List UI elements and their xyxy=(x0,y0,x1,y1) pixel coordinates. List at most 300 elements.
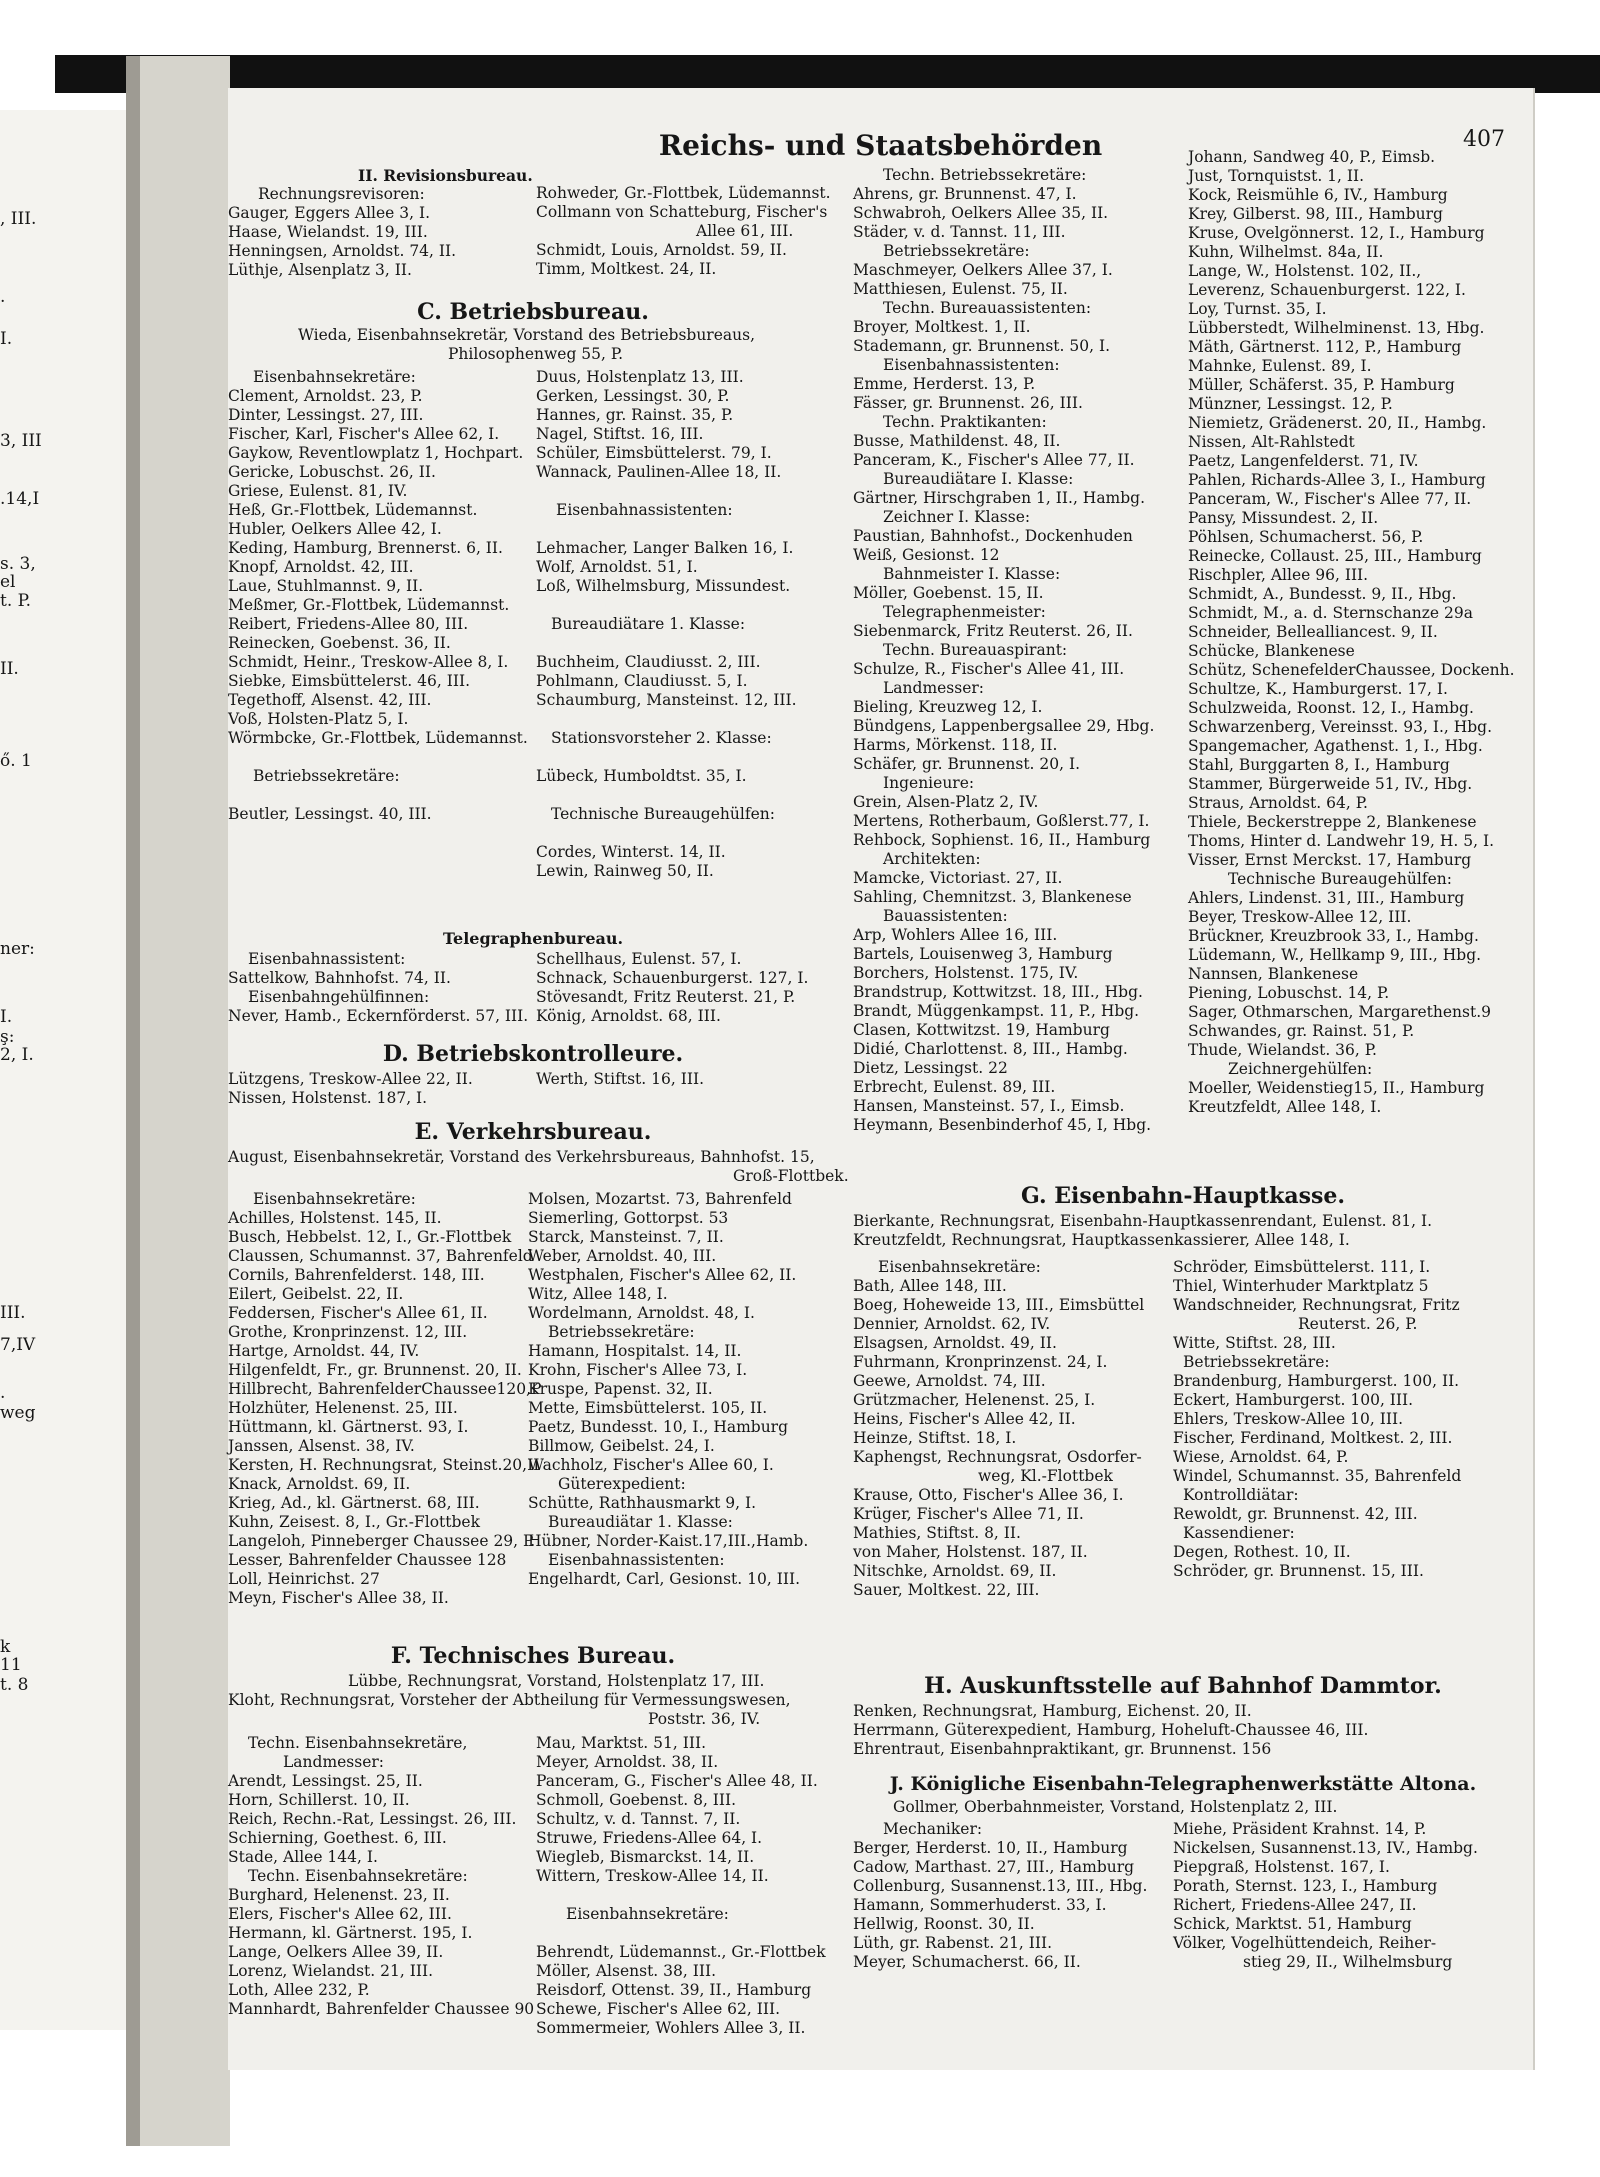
e-left-line: Hartge, Arnoldst. 44, IV. xyxy=(228,1342,420,1360)
e-right-line: Hübner, Norder-Kaist.17,III.,Hamb. xyxy=(528,1532,809,1550)
facing-page-fragment-line: 11 xyxy=(0,1655,22,1675)
col4-line: Thiele, Beckerstreppe 2, Blankenese xyxy=(1188,813,1477,831)
g-right-line: Schröder, Eimsbüttelerst. 111, I. xyxy=(1173,1258,1431,1276)
page-number: 407 xyxy=(1463,127,1505,152)
g-left-line: Krause, Otto, Fischer's Allee 36, I. xyxy=(853,1486,1124,1504)
col3-line: Dietz, Lessingst. 22 xyxy=(853,1059,1008,1077)
col3-line: Mamcke, Victoriast. 27, II. xyxy=(853,869,1063,887)
g-left-line: Fuhrmann, Kronprinzenst. 24, I. xyxy=(853,1353,1108,1371)
e-left-line: Janssen, Alsenst. 38, IV. xyxy=(228,1437,415,1455)
j-right-line: Miehe, Präsident Krahnst. 14, P. xyxy=(1173,1820,1427,1838)
g-left-line: Mathies, Stiftst. 8, II. xyxy=(853,1524,1021,1542)
col4-line: Schütz, SchenefelderChaussee, Dockenh. xyxy=(1188,661,1515,679)
f-left-line: Lorenz, Wielandst. 21, III. xyxy=(228,1962,434,1980)
col4-line: Piening, Lobuschst. 14, P. xyxy=(1188,984,1390,1002)
f-left-line: Arendt, Lessingst. 25, II. xyxy=(228,1772,423,1790)
col3-line: Maschmeyer, Oelkers Allee 37, I. xyxy=(853,261,1113,279)
col1-a-line: Henningsen, Arnoldst. 74, II. xyxy=(228,242,457,260)
c-intro-line: Philosophenweg 55, P. xyxy=(448,345,624,363)
e-right-line: Betriebssekretäre: xyxy=(548,1323,695,1341)
e-left-line: Loll, Heinrichst. 27 xyxy=(228,1570,380,1588)
c-right-line: Lewin, Rainweg 50, II. xyxy=(536,862,714,880)
e-right-line: Wordelmann, Arnoldst. 48, I. xyxy=(528,1304,755,1322)
col3-line: Brandt, Müggenkampst. 11, P., Hbg. xyxy=(853,1002,1140,1020)
c-left-line: Reibert, Friedens-Allee 80, III. xyxy=(228,615,469,633)
f-left-line: Landmesser: xyxy=(283,1753,385,1771)
col1-a-line: II. Revisionsbureau. xyxy=(358,166,533,185)
col4-line: Niemietz, Grädenerst. 20, II., Hambg. xyxy=(1188,414,1487,432)
col3-line: Möller, Goebenst. 15, II. xyxy=(853,584,1044,602)
col4-line: Brückner, Kreuzbrook 33, I., Hambg. xyxy=(1188,927,1479,945)
e-left-line: Kuhn, Zeisest. 8, I., Gr.-Flottbek xyxy=(228,1513,480,1531)
col1-a-line: Rechnungsrevisoren: xyxy=(258,185,425,203)
e-right-line: Mette, Eimsbüttelerst. 105, II. xyxy=(528,1399,768,1417)
f-intro-line: Kloht, Rechnungsrat, Vorsteher der Abtheilung für Vermessungswesen, xyxy=(228,1691,791,1709)
f-right-line: Schewe, Fischer's Allee 62, III. xyxy=(536,2000,781,2018)
f-right-line: Möller, Alsenst. 38, III. xyxy=(536,1962,717,1980)
c-left-line: Wörmbcke, Gr.-Flottbek, Lüdemannst. xyxy=(228,729,528,747)
c-right-line: Pohlmann, Claudiusst. 5, I. xyxy=(536,672,748,690)
e-left-line: Achilles, Holstenst. 145, II. xyxy=(228,1209,442,1227)
col1-a-line: Gauger, Eggers Allee 3, I. xyxy=(228,204,431,222)
g-right-line: Brandenburg, Hamburgerst. 100, II. xyxy=(1173,1372,1460,1390)
c-right-line: Lübeck, Humboldtst. 35, I. xyxy=(536,767,747,785)
e-intro-line: Groß-Flottbek. xyxy=(733,1167,849,1185)
e-right-line: Wachholz, Fischer's Allee 60, I. xyxy=(528,1456,774,1474)
g-left-line: Grützmacher, Helenenst. 25, I. xyxy=(853,1391,1096,1409)
f-left-line: Stade, Allee 144, I. xyxy=(228,1848,378,1866)
c-right-line: Schüler, Eimsbüttelerst. 79, I. xyxy=(536,444,772,462)
col4-line: Sager, Othmarschen, Margarethenst.9 xyxy=(1188,1003,1492,1021)
section-c-heading: C. Betriebsbureau. xyxy=(417,299,649,325)
g-right-line: Schröder, gr. Brunnenst. 15, III. xyxy=(1173,1562,1424,1580)
facing-page-fragment-line: t. P. xyxy=(0,591,32,611)
col4-line: Thude, Wielandst. 36, P. xyxy=(1188,1041,1377,1059)
col4-line: Moeller, Weidenstieg15, II., Hamburg xyxy=(1188,1079,1485,1097)
col3-line: Techn. Bureauassistenten: xyxy=(883,299,1092,317)
facing-page-fragment-line: t. 8 xyxy=(0,1675,29,1695)
c-right-line: Schaumburg, Mansteinst. 12, III. xyxy=(536,691,797,709)
col3-line: Brandstrup, Kottwitzst. 18, III., Hbg. xyxy=(853,983,1143,1001)
f-left-line: Techn. Eisenbahnsekretäre: xyxy=(248,1867,468,1885)
col1-a2-line: Collmann von Schatteburg, Fischer's xyxy=(536,203,828,221)
g-right-line: Witte, Stiftst. 28, III. xyxy=(1173,1334,1336,1352)
e-left-line: Grothe, Kronprinzenst. 12, III. xyxy=(228,1323,468,1341)
col3-line: Mertens, Rotherbaum, Goßlerst.77, I. xyxy=(853,812,1150,830)
f-right-line: Eisenbahnsekretäre: xyxy=(566,1905,729,1923)
d-right-line: Werth, Stiftst. 16, III. xyxy=(536,1070,704,1088)
col3-line: Städer, v. d. Tannst. 11, III. xyxy=(853,223,1066,241)
f-right-line: Behrendt, Lüdemannst., Gr.-Flottbek xyxy=(536,1943,826,1961)
e-right-line: Paetz, Bundesst. 10, I., Hamburg xyxy=(528,1418,789,1436)
g-left-line: Bath, Allee 148, III. xyxy=(853,1277,1007,1295)
f-right-line: Sommermeier, Wohlers Allee 3, II. xyxy=(536,2019,806,2037)
facing-page-fragment-line: ő. 1 xyxy=(0,751,32,771)
section-g-heading: G. Eisenbahn-Hauptkasse. xyxy=(1020,1183,1346,1209)
col3-line: Bahnmeister I. Klasse: xyxy=(883,565,1061,583)
facing-page-fragment-line: III. xyxy=(0,1303,26,1323)
e-left-line: Hillbrecht, BahrenfelderChaussee120,P xyxy=(228,1380,542,1398)
e-right-line: Weber, Arnoldst. 40, III. xyxy=(528,1247,717,1265)
col4-line: Johann, Sandweg 40, P., Eimsb. xyxy=(1188,148,1436,166)
col3-line: Rehbock, Sophienst. 16, II., Hamburg xyxy=(853,831,1151,849)
col3-line: Zeichner I. Klasse: xyxy=(883,508,1031,526)
tele-right-line: Schellhaus, Eulenst. 57, I. xyxy=(536,950,742,968)
col3-line: Didié, Charlottenst. 8, III., Hambg. xyxy=(853,1040,1128,1058)
e-right-line: Westphalen, Fischer's Allee 62, II. xyxy=(528,1266,797,1284)
f-intro-line: Poststr. 36, IV. xyxy=(648,1710,761,1728)
tele-left-line: Never, Hamb., Eckernförderst. 57, III. xyxy=(228,1007,529,1025)
c-left-line: Keding, Hamburg, Brennerst. 6, II. xyxy=(228,539,503,557)
g-left-line: Geewe, Arnoldst. 74, III. xyxy=(853,1372,1046,1390)
tele-right-line: König, Arnoldst. 68, III. xyxy=(536,1007,721,1025)
section-e-heading: E. Verkehrsbureau. xyxy=(414,1119,652,1145)
facing-page-fragment xyxy=(0,110,138,2030)
col4-line: Schneider, Bellealliancest. 9, II. xyxy=(1188,623,1438,641)
col3-line: Busse, Mathildenst. 48, II. xyxy=(853,432,1061,450)
f-left-line: Hermann, kl. Gärtnerst. 195, I. xyxy=(228,1924,473,1942)
section-h-heading: H. Auskunftsstelle auf Bahnhof Dammtor. xyxy=(924,1673,1442,1699)
col3-line: Eisenbahnassistenten: xyxy=(883,356,1060,374)
col3-line: Matthiesen, Eulenst. 75, II. xyxy=(853,280,1068,298)
c-left-line: Laue, Stuhlmannst. 9, II. xyxy=(228,577,424,595)
g-left-line: Krüger, Fischer's Allee 71, II. xyxy=(853,1505,1084,1523)
j-right-line: Schick, Marktst. 51, Hamburg xyxy=(1173,1915,1412,1933)
gutter-shadow xyxy=(126,56,140,2146)
e-left-line: Lesser, Bahrenfelder Chaussee 128 xyxy=(228,1551,507,1569)
facing-page-fragment-line: .14,I xyxy=(0,489,40,509)
c-left-line: Schmidt, Heinr., Treskow-Allee 8, I. xyxy=(228,653,509,671)
j-right-line: Piepgraß, Holstenst. 167, I. xyxy=(1173,1858,1390,1876)
section-j-intro: Gollmer, Oberbahnmeister, Vorstand, Holstenplatz 2, III. xyxy=(893,1798,1338,1816)
j-left-line: Collenburg, Susannenst.13, III., Hbg. xyxy=(853,1877,1148,1895)
f-left-line: Reich, Rechn.-Rat, Lessingst. 26, III. xyxy=(228,1810,517,1828)
col3-line: Schwabroh, Oelkers Allee 35, II. xyxy=(853,204,1109,222)
facing-page-fragment-line: II. xyxy=(0,659,19,679)
g-left-line: Kaphengst, Rechnungsrat, Osdorfer- xyxy=(853,1448,1142,1466)
col3-line: Broyer, Moltkest. 1, II. xyxy=(853,318,1031,336)
e-left-line: Hüttmann, kl. Gärtnerst. 93, I. xyxy=(228,1418,469,1436)
col4-line: Thoms, Hinter d. Landwehr 19, H. 5, I. xyxy=(1188,832,1495,850)
col4-line: Zeichnergehülfen: xyxy=(1228,1060,1373,1078)
col4-line: Mäth, Gärtnerst. 112, P., Hamburg xyxy=(1188,338,1462,356)
e-left-line: Hilgenfeldt, Fr., gr. Brunnenst. 20, II. xyxy=(228,1361,522,1379)
e-right-line: Bureaudiätar 1. Klasse: xyxy=(548,1513,733,1531)
facing-page-fragment-line: . xyxy=(0,1383,6,1403)
facing-page-fragment-line: el xyxy=(0,572,16,592)
f-right-line: Panceram, G., Fischer's Allee 48, II. xyxy=(536,1772,818,1790)
e-left-line: Kersten, H. Rechnungsrat, Steinst.20,II xyxy=(228,1456,540,1474)
f-left-line: Mannhardt, Bahrenfelder Chaussee 90 xyxy=(228,2000,535,2018)
col1-a2-line: Allee 61, III. xyxy=(696,222,794,240)
c-left-line: Fischer, Karl, Fischer's Allee 62, I. xyxy=(228,425,500,443)
g-right-line: Eckert, Hamburgerst. 100, III. xyxy=(1173,1391,1414,1409)
col4-line: Lüdemann, W., Hellkamp 9, III., Hbg. xyxy=(1188,946,1482,964)
col4-line: Kuhn, Wilhelmst. 84a, II. xyxy=(1188,243,1384,261)
col3-line: Borchers, Holstenst. 175, IV. xyxy=(853,964,1079,982)
col3-line: Telegraphenmeister: xyxy=(883,603,1046,621)
col3-line: Bartels, Louisenweg 3, Hamburg xyxy=(853,945,1113,963)
e-right-line: Billmow, Geibelst. 24, I. xyxy=(528,1437,715,1455)
c-right-line: Lehmacher, Langer Balken 16, I. xyxy=(536,539,794,557)
col4-line: Krey, Gilberst. 98, III., Hamburg xyxy=(1188,205,1443,223)
f-left-line: Lange, Oelkers Allee 39, II. xyxy=(228,1943,444,1961)
col4-line: Loy, Turnst. 35, I. xyxy=(1188,300,1327,318)
e-left-line: Krieg, Ad., kl. Gärtnerst. 68, III. xyxy=(228,1494,480,1512)
f-intro-line: Lübbe, Rechnungsrat, Vorstand, Holstenplatz 17, III. xyxy=(348,1672,765,1690)
g-left-line: Heinze, Stiftst. 18, I. xyxy=(853,1429,1017,1447)
col1-a-line: Haase, Wielandst. 19, III. xyxy=(228,223,428,241)
e-right-line: Kruspe, Papenst. 32, II. xyxy=(528,1380,713,1398)
col4-line: Nannsen, Blankenese xyxy=(1188,965,1359,983)
facing-page-fragment-line: I. xyxy=(0,329,13,349)
c-right-line: Hannes, gr. Rainst. 35, P. xyxy=(536,406,734,424)
facing-page-fragment-line: I. xyxy=(0,1007,13,1027)
col4-line: Technische Bureaugehülfen: xyxy=(1228,870,1452,888)
section-d-heading: D. Betriebskontrolleure. xyxy=(382,1041,684,1067)
facing-page-fragment-line: . xyxy=(0,287,6,307)
f-right-line: Schultz, v. d. Tannst. 7, II. xyxy=(536,1810,741,1828)
tele-left-line: Eisenbahnassistent: xyxy=(248,950,406,968)
facing-page-fragment-line: , III. xyxy=(0,209,37,229)
col4-line: Reinecke, Collaust. 25, III., Hamburg xyxy=(1188,547,1482,565)
f-left-line: Schierning, Goethest. 6, III. xyxy=(228,1829,447,1847)
col4-line: Mahnke, Eulenst. 89, I. xyxy=(1188,357,1372,375)
j-left-line: Cadow, Marthast. 27, III., Hamburg xyxy=(853,1858,1135,1876)
section-j-heading: J. Königliche Eisenbahn-Telegraphenwerkstätte Altona. xyxy=(889,1773,1477,1795)
c-left-line: Voß, Holsten-Platz 5, I. xyxy=(228,710,409,728)
j-left-line: Hamann, Sommerhuderst. 33, I. xyxy=(853,1896,1107,1914)
f-right-line: Wittern, Treskow-Allee 14, II. xyxy=(536,1867,769,1885)
col4-line: Spangemacher, Agathenst. 1, I., Hbg. xyxy=(1188,737,1483,755)
col4-line: Pöhlsen, Schumacherst. 56, P. xyxy=(1188,528,1424,546)
f-right-line: Schmoll, Goebenst. 8, III. xyxy=(536,1791,737,1809)
f-left-line: Techn. Eisenbahnsekretäre, xyxy=(248,1734,468,1752)
j-left-line: Meyer, Schumacherst. 66, II. xyxy=(853,1953,1081,1971)
e-left-line: Cornils, Bahrenfelderst. 148, III. xyxy=(228,1266,485,1284)
g-left-line: Dennier, Arnoldst. 62, IV. xyxy=(853,1315,1051,1333)
facing-page-fragment-line: ner: xyxy=(0,939,35,959)
g-right-line: Wiese, Arnoldst. 64, P. xyxy=(1173,1448,1349,1466)
g-left-line: Boeg, Hoheweide 13, III., Eimsbüttel xyxy=(853,1296,1145,1314)
c-right-line: Wolf, Arnoldst. 51, I. xyxy=(536,558,698,576)
e-left-line: Busch, Hebbelst. 12, I., Gr.-Flottbek xyxy=(228,1228,512,1246)
col3-line: Schulze, R., Fischer's Allee 41, III. xyxy=(853,660,1125,678)
e-right-line: Siemerling, Gottorpst. 53 xyxy=(528,1209,729,1227)
g-left-line: Nitschke, Arnoldst. 69, II. xyxy=(853,1562,1057,1580)
e-left-line: Langeloh, Pinneberger Chaussee 29, P. xyxy=(228,1532,536,1550)
g-left-line: Heins, Fischer's Allee 42, II. xyxy=(853,1410,1076,1428)
g-right-line: Betriebssekretäre: xyxy=(1183,1353,1330,1371)
c-left-line: Heß, Gr.-Flottbek, Lüdemannst. xyxy=(228,501,478,519)
g-left-line: Eisenbahnsekretäre: xyxy=(878,1258,1041,1276)
g-left-line: weg, Kl.-Flottbek xyxy=(978,1467,1113,1485)
j-right-line: Nickelsen, Susannenst.13, IV., Hambg. xyxy=(1173,1839,1478,1857)
col4-line: Kock, Reismühle 6, IV., Hamburg xyxy=(1188,186,1448,204)
col3-line: Arp, Wohlers Allee 16, III. xyxy=(853,926,1058,944)
col3-line: Paustian, Bahnhofst., Dockenhuden xyxy=(853,527,1133,545)
col3-line: Grein, Alsen-Platz 2, IV. xyxy=(853,793,1039,811)
col3-line: Gärtner, Hirschgraben 1, II., Hambg. xyxy=(853,489,1146,507)
c-right-line: Duus, Holstenplatz 13, III. xyxy=(536,368,744,386)
c-right-line: Nagel, Stiftst. 16, III. xyxy=(536,425,704,443)
e-left-line: Knack, Arnoldst. 69, II. xyxy=(228,1475,411,1493)
e-right-line: Starck, Mansteinst. 7, II. xyxy=(528,1228,724,1246)
col4-line: Schulzweida, Roonst. 12, I., Hambg. xyxy=(1188,699,1474,717)
f-right-line: Reisdorf, Ottenst. 39, II., Hamburg xyxy=(536,1981,812,1999)
d-left-line: Lützgens, Treskow-Allee 22, II. xyxy=(228,1070,473,1088)
running-head: Reichs- und Staatsbehörden xyxy=(658,129,1103,162)
facing-page-fragment-line: k xyxy=(0,1637,11,1657)
f-left-line: Burghard, Helenenst. 23, II. xyxy=(228,1886,450,1904)
e-right-line: Engelhardt, Carl, Gesionst. 10, III. xyxy=(528,1570,800,1588)
col3-line: Hansen, Mansteinst. 57, I., Eimsb. xyxy=(853,1097,1125,1115)
col4-line: Schmidt, M., a. d. Sternschanze 29a xyxy=(1188,604,1473,622)
section-f-heading: F. Technisches Bureau. xyxy=(390,1643,676,1669)
g-right-line: Wandschneider, Rechnungsrat, Fritz xyxy=(1173,1296,1460,1314)
col3-line: Techn. Praktikanten: xyxy=(883,413,1047,431)
col3-line: Sahling, Chemnitzst. 3, Blankenese xyxy=(853,888,1132,906)
e-right-line: Hamann, Hospitalst. 14, II. xyxy=(528,1342,742,1360)
col4-line: Pansy, Missundest. 2, II. xyxy=(1188,509,1379,527)
col4-line: Lübberstedt, Wilhelminenst. 13, Hbg. xyxy=(1188,319,1485,337)
col3-line: Techn. Bureauaspirant: xyxy=(883,641,1068,659)
col4-line: Schwandes, gr. Rainst. 51, P. xyxy=(1188,1022,1415,1040)
facing-page-fragment-line: s. 3, xyxy=(0,554,36,574)
j-left-line: Lüth, gr. Rabenst. 21, III. xyxy=(853,1934,1053,1952)
col4-line: Rischpler, Allee 96, III. xyxy=(1188,566,1369,584)
col4-line: Schultze, K., Hamburgerst. 17, I. xyxy=(1188,680,1448,698)
e-right-line: Eisenbahnassistenten: xyxy=(548,1551,725,1569)
col4-line: Pahlen, Richards-Allee 3, I., Hamburg xyxy=(1188,471,1486,489)
h-lines-line: Ehrentraut, Eisenbahnpraktikant, gr. Brunnenst. 156 xyxy=(853,1740,1272,1758)
col1-a2-line: Rohweder, Gr.-Flottbek, Lüdemannst. xyxy=(536,184,831,202)
g-left-line: Elsagsen, Arnoldst. 49, II. xyxy=(853,1334,1057,1352)
col3-line: Ahrens, gr. Brunnenst. 47, I. xyxy=(853,185,1077,203)
col4-line: Leverenz, Schauenburgerst. 122, I. xyxy=(1188,281,1466,299)
c-left-line: Beutler, Lessingst. 40, III. xyxy=(228,805,432,823)
g-right-line: Rewoldt, gr. Brunnenst. 42, III. xyxy=(1173,1505,1418,1523)
col3-line: Erbrecht, Eulenst. 89, III. xyxy=(853,1078,1056,1096)
g-right-line: Windel, Schumannst. 35, Bahrenfeld xyxy=(1173,1467,1462,1485)
c-intro-line: Wieda, Eisenbahnsekretär, Vorstand des Betriebsbureaus, xyxy=(298,326,755,344)
e-left-line: Claussen, Schumannst. 37, Bahrenfeld xyxy=(228,1247,533,1265)
tele-left-line: Sattelkow, Bahnhofst. 74, II. xyxy=(228,969,451,987)
c-right-line: Wannack, Paulinen-Allee 18, II. xyxy=(536,463,782,481)
facing-page-fragment-line: ş: xyxy=(0,1027,15,1047)
c-left-line: Knopf, Arnoldst. 42, III. xyxy=(228,558,414,576)
e-left-line: Feddersen, Fischer's Allee 61, II. xyxy=(228,1304,488,1322)
col4-line: Müller, Schäferst. 35, P. Hamburg xyxy=(1188,376,1455,394)
col4-line: Just, Tornquistst. 1, II. xyxy=(1188,167,1365,185)
e-left-line: Eilert, Geibelst. 22, II. xyxy=(228,1285,404,1303)
c-left-line: Hubler, Oelkers Allee 42, I. xyxy=(228,520,442,538)
j-right-line: Richert, Friedens-Allee 247, II. xyxy=(1173,1896,1417,1914)
f-left-line: Elers, Fischer's Allee 62, III. xyxy=(228,1905,452,1923)
col3-line: Emme, Herderst. 13, P. xyxy=(853,375,1036,393)
col3-line: Bieling, Kreuzweg 12, I. xyxy=(853,698,1043,716)
col3-line: Panceram, K., Fischer's Allee 77, II. xyxy=(853,451,1135,469)
c-left-line: Tegethoff, Alsenst. 42, III. xyxy=(228,691,432,709)
c-left-line: Clement, Arnoldst. 23, P. xyxy=(228,387,423,405)
col4-line: Schücke, Blankenese xyxy=(1188,642,1355,660)
col4-line: Schmidt, A., Bundesst. 9, II., Hbg. xyxy=(1188,585,1457,603)
c-right-line: Technische Bureaugehülfen: xyxy=(551,805,775,823)
col4-line: Stahl, Burggarten 8, I., Hamburg xyxy=(1188,756,1450,774)
j-left-line: Hellwig, Roonst. 30, II. xyxy=(853,1915,1035,1933)
c-left-line: Gericke, Lobuschst. 26, II. xyxy=(228,463,436,481)
j-right-line: stieg 29, II., Wilhelmsburg xyxy=(1243,1953,1453,1971)
c-left-line: Griese, Eulenst. 81, IV. xyxy=(228,482,408,500)
c-left-line: Siebke, Eimsbüttelerst. 46, III. xyxy=(228,672,470,690)
g-right-line: Degen, Rothest. 10, II. xyxy=(1173,1543,1351,1561)
col4-line: Kruse, Ovelgönnerst. 12, I., Hamburg xyxy=(1188,224,1485,242)
g-intro-line: Bierkante, Rechnungsrat, Eisenbahn-Hauptkassenrendant, Eulenst. 81, I. xyxy=(853,1212,1433,1230)
e-right-line: Schütte, Rathhausmarkt 9, I. xyxy=(528,1494,757,1512)
h-lines-line: Renken, Rechnungsrat, Hamburg, Eichenst. 20, II. xyxy=(853,1702,1252,1720)
col4-line: Ahlers, Lindenst. 31, III., Hamburg xyxy=(1188,889,1465,907)
telegraph-heading: Telegraphenbureau. xyxy=(442,929,624,948)
c-right-line: Eisenbahnassistenten: xyxy=(556,501,733,519)
col3-line: Harms, Mörkenst. 118, II. xyxy=(853,736,1058,754)
f-right-line: Mau, Marktst. 51, III. xyxy=(536,1734,707,1752)
f-right-line: Struwe, Friedens-Allee 64, I. xyxy=(536,1829,763,1847)
col4-line: Stammer, Bürgerweide 51, IV., Hbg. xyxy=(1188,775,1473,793)
col3-line: Bauassistenten: xyxy=(883,907,1008,925)
col3-line: Heymann, Besenbinderhof 45, I, Hbg. xyxy=(853,1116,1152,1134)
tele-right-line: Stövesandt, Fritz Reuterst. 21, P. xyxy=(536,988,796,1006)
col3-line: Architekten: xyxy=(883,850,981,868)
e-left-line: Holzhüter, Helenenst. 25, III. xyxy=(228,1399,458,1417)
g-left-line: Sauer, Moltkest. 22, III. xyxy=(853,1581,1040,1599)
g-right-line: Kassendiener: xyxy=(1183,1524,1295,1542)
j-right-line: Völker, Vogelhüttendeich, Reiher- xyxy=(1173,1934,1437,1952)
col3-line: Landmesser: xyxy=(883,679,985,697)
g-right-line: Kontrolldiätar: xyxy=(1183,1486,1299,1504)
e-right-line: Güterexpedient: xyxy=(558,1475,686,1493)
col4-line: Straus, Arnoldst. 64, P. xyxy=(1188,794,1368,812)
col1-a-line: Lüthje, Alsenplatz 3, II. xyxy=(228,261,412,279)
e-right-line: Witz, Allee 148, I. xyxy=(528,1285,668,1303)
book-gutter xyxy=(138,56,230,2146)
f-right-line: Wiegleb, Bismarckst. 14, II. xyxy=(536,1848,755,1866)
c-left-line: Reinecken, Goebenst. 36, II. xyxy=(228,634,451,652)
col3-line: Weiß, Gesionst. 12 xyxy=(853,546,1000,564)
col3-line: Techn. Betriebssekretäre: xyxy=(883,166,1087,184)
c-right-line: Buchheim, Claudiusst. 2, III. xyxy=(536,653,761,671)
col4-line: Kreutzfeldt, Allee 148, I. xyxy=(1188,1098,1382,1116)
col4-line: Visser, Ernst Merckst. 17, Hamburg xyxy=(1188,851,1472,869)
col4-line: Lange, W., Holstenst. 102, II., xyxy=(1188,262,1422,280)
c-right-line: Gerken, Lessingst. 30, P. xyxy=(536,387,730,405)
e-left-line: Meyn, Fischer's Allee 38, II. xyxy=(228,1589,449,1607)
g-right-line: Thiel, Winterhuder Marktplatz 5 xyxy=(1173,1277,1429,1295)
j-left-line: Berger, Herderst. 10, II., Hamburg xyxy=(853,1839,1128,1857)
col4-line: Paetz, Langenfelderst. 71, IV. xyxy=(1188,452,1419,470)
g-right-line: Fischer, Ferdinand, Moltkest. 2, III. xyxy=(1173,1429,1453,1447)
col3-line: Bündgens, Lappenbergsallee 29, Hbg. xyxy=(853,717,1155,735)
c-right-line: Bureaudiätare 1. Klasse: xyxy=(551,615,746,633)
c-left-line: Meßmer, Gr.-Flottbek, Lüdemannst. xyxy=(228,596,510,614)
col4-line: Nissen, Alt-Rahlstedt xyxy=(1188,433,1355,451)
c-left-line: Eisenbahnsekretäre: xyxy=(253,368,416,386)
facing-page-fragment-line: weg xyxy=(0,1403,36,1423)
directory-page xyxy=(228,88,1535,2070)
c-right-line: Cordes, Winterst. 14, II. xyxy=(536,843,726,861)
e-right-line: Molsen, Mozartst. 73, Bahrenfeld xyxy=(528,1190,792,1208)
col3-line: Bureaudiätare I. Klasse: xyxy=(883,470,1074,488)
c-right-line: Stationsvorsteher 2. Klasse: xyxy=(551,729,772,747)
